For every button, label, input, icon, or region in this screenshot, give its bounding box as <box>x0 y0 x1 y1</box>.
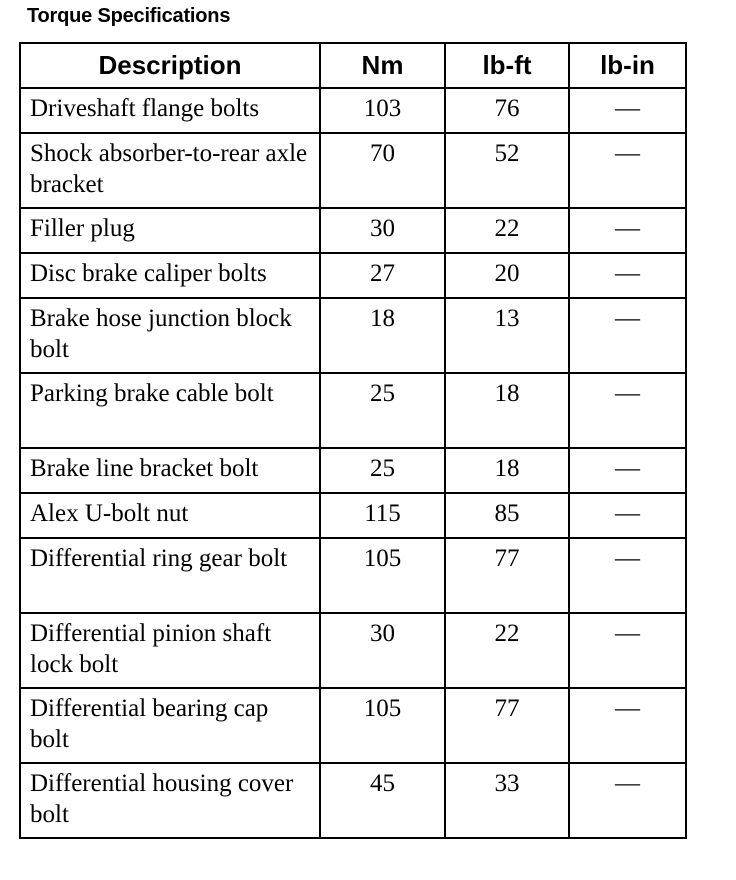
lb-in-cell: — <box>569 373 686 448</box>
nm-cell: 30 <box>320 613 445 688</box>
lb-ft-cell: 18 <box>445 448 569 493</box>
lb-ft-cell: 52 <box>445 133 569 208</box>
lb-ft-cell: 18 <box>445 373 569 448</box>
column-header-description: Description <box>20 43 320 88</box>
lb-in-cell: — <box>569 493 686 538</box>
nm-cell: 105 <box>320 538 445 613</box>
table-row <box>20 298 686 373</box>
description-cell: Differential pinion shaft lock bolt <box>20 613 320 688</box>
description-cell: Alex U-bolt nut <box>20 493 320 538</box>
nm-cell: 70 <box>320 133 445 208</box>
table-row <box>20 688 686 763</box>
description-cell: Brake hose junction block bolt <box>20 298 320 373</box>
table-row <box>20 448 686 493</box>
lb-in-cell: — <box>569 88 686 133</box>
nm-cell: 25 <box>320 448 445 493</box>
lb-in-cell: — <box>569 688 686 763</box>
torque-specifications-table <box>19 42 687 839</box>
nm-cell: 115 <box>320 493 445 538</box>
lb-ft-cell: 77 <box>445 538 569 613</box>
description-cell: Disc brake caliper bolts <box>20 253 320 298</box>
table-row <box>20 613 686 688</box>
column-header-lb-ft: lb-ft <box>445 43 569 88</box>
table-row <box>20 538 686 613</box>
nm-cell: 25 <box>320 373 445 448</box>
description-cell: Parking brake cable bolt <box>20 373 320 448</box>
table-row <box>20 88 686 133</box>
lb-in-cell: — <box>569 613 686 688</box>
lb-ft-cell: 22 <box>445 208 569 253</box>
lb-ft-cell: 20 <box>445 253 569 298</box>
table-row <box>20 133 686 208</box>
lb-ft-cell: 33 <box>445 763 569 838</box>
lb-ft-cell: 22 <box>445 613 569 688</box>
nm-cell: 45 <box>320 763 445 838</box>
lb-in-cell: — <box>569 298 686 373</box>
description-cell: Filler plug <box>20 208 320 253</box>
lb-in-cell: — <box>569 538 686 613</box>
page-title: Torque Specifications <box>27 5 231 27</box>
description-cell: Driveshaft flange bolts <box>20 88 320 133</box>
description-cell: Differential housing cover bolt <box>20 763 320 838</box>
table-row <box>20 763 686 838</box>
column-header-lb-in: lb-in <box>569 43 686 88</box>
table-row <box>20 373 686 448</box>
description-cell: Brake line bracket bolt <box>20 448 320 493</box>
table-row <box>20 253 686 298</box>
nm-cell: 27 <box>320 253 445 298</box>
lb-in-cell: — <box>569 253 686 298</box>
table-row <box>20 208 686 253</box>
lb-in-cell: — <box>569 133 686 208</box>
lb-ft-cell: 85 <box>445 493 569 538</box>
lb-ft-cell: 77 <box>445 688 569 763</box>
table-header-row <box>20 43 686 88</box>
lb-in-cell: — <box>569 208 686 253</box>
table-row <box>20 493 686 538</box>
nm-cell: 105 <box>320 688 445 763</box>
nm-cell: 30 <box>320 208 445 253</box>
nm-cell: 18 <box>320 298 445 373</box>
lb-in-cell: — <box>569 448 686 493</box>
nm-cell: 103 <box>320 88 445 133</box>
description-cell: Differential ring gear bolt <box>20 538 320 613</box>
lb-in-cell: — <box>569 763 686 838</box>
column-header-nm: Nm <box>320 43 445 88</box>
description-cell: Differential bearing cap bolt <box>20 688 320 763</box>
lb-ft-cell: 13 <box>445 298 569 373</box>
description-cell: Shock absorber-to-rear axle bracket <box>20 133 320 208</box>
lb-ft-cell: 76 <box>445 88 569 133</box>
